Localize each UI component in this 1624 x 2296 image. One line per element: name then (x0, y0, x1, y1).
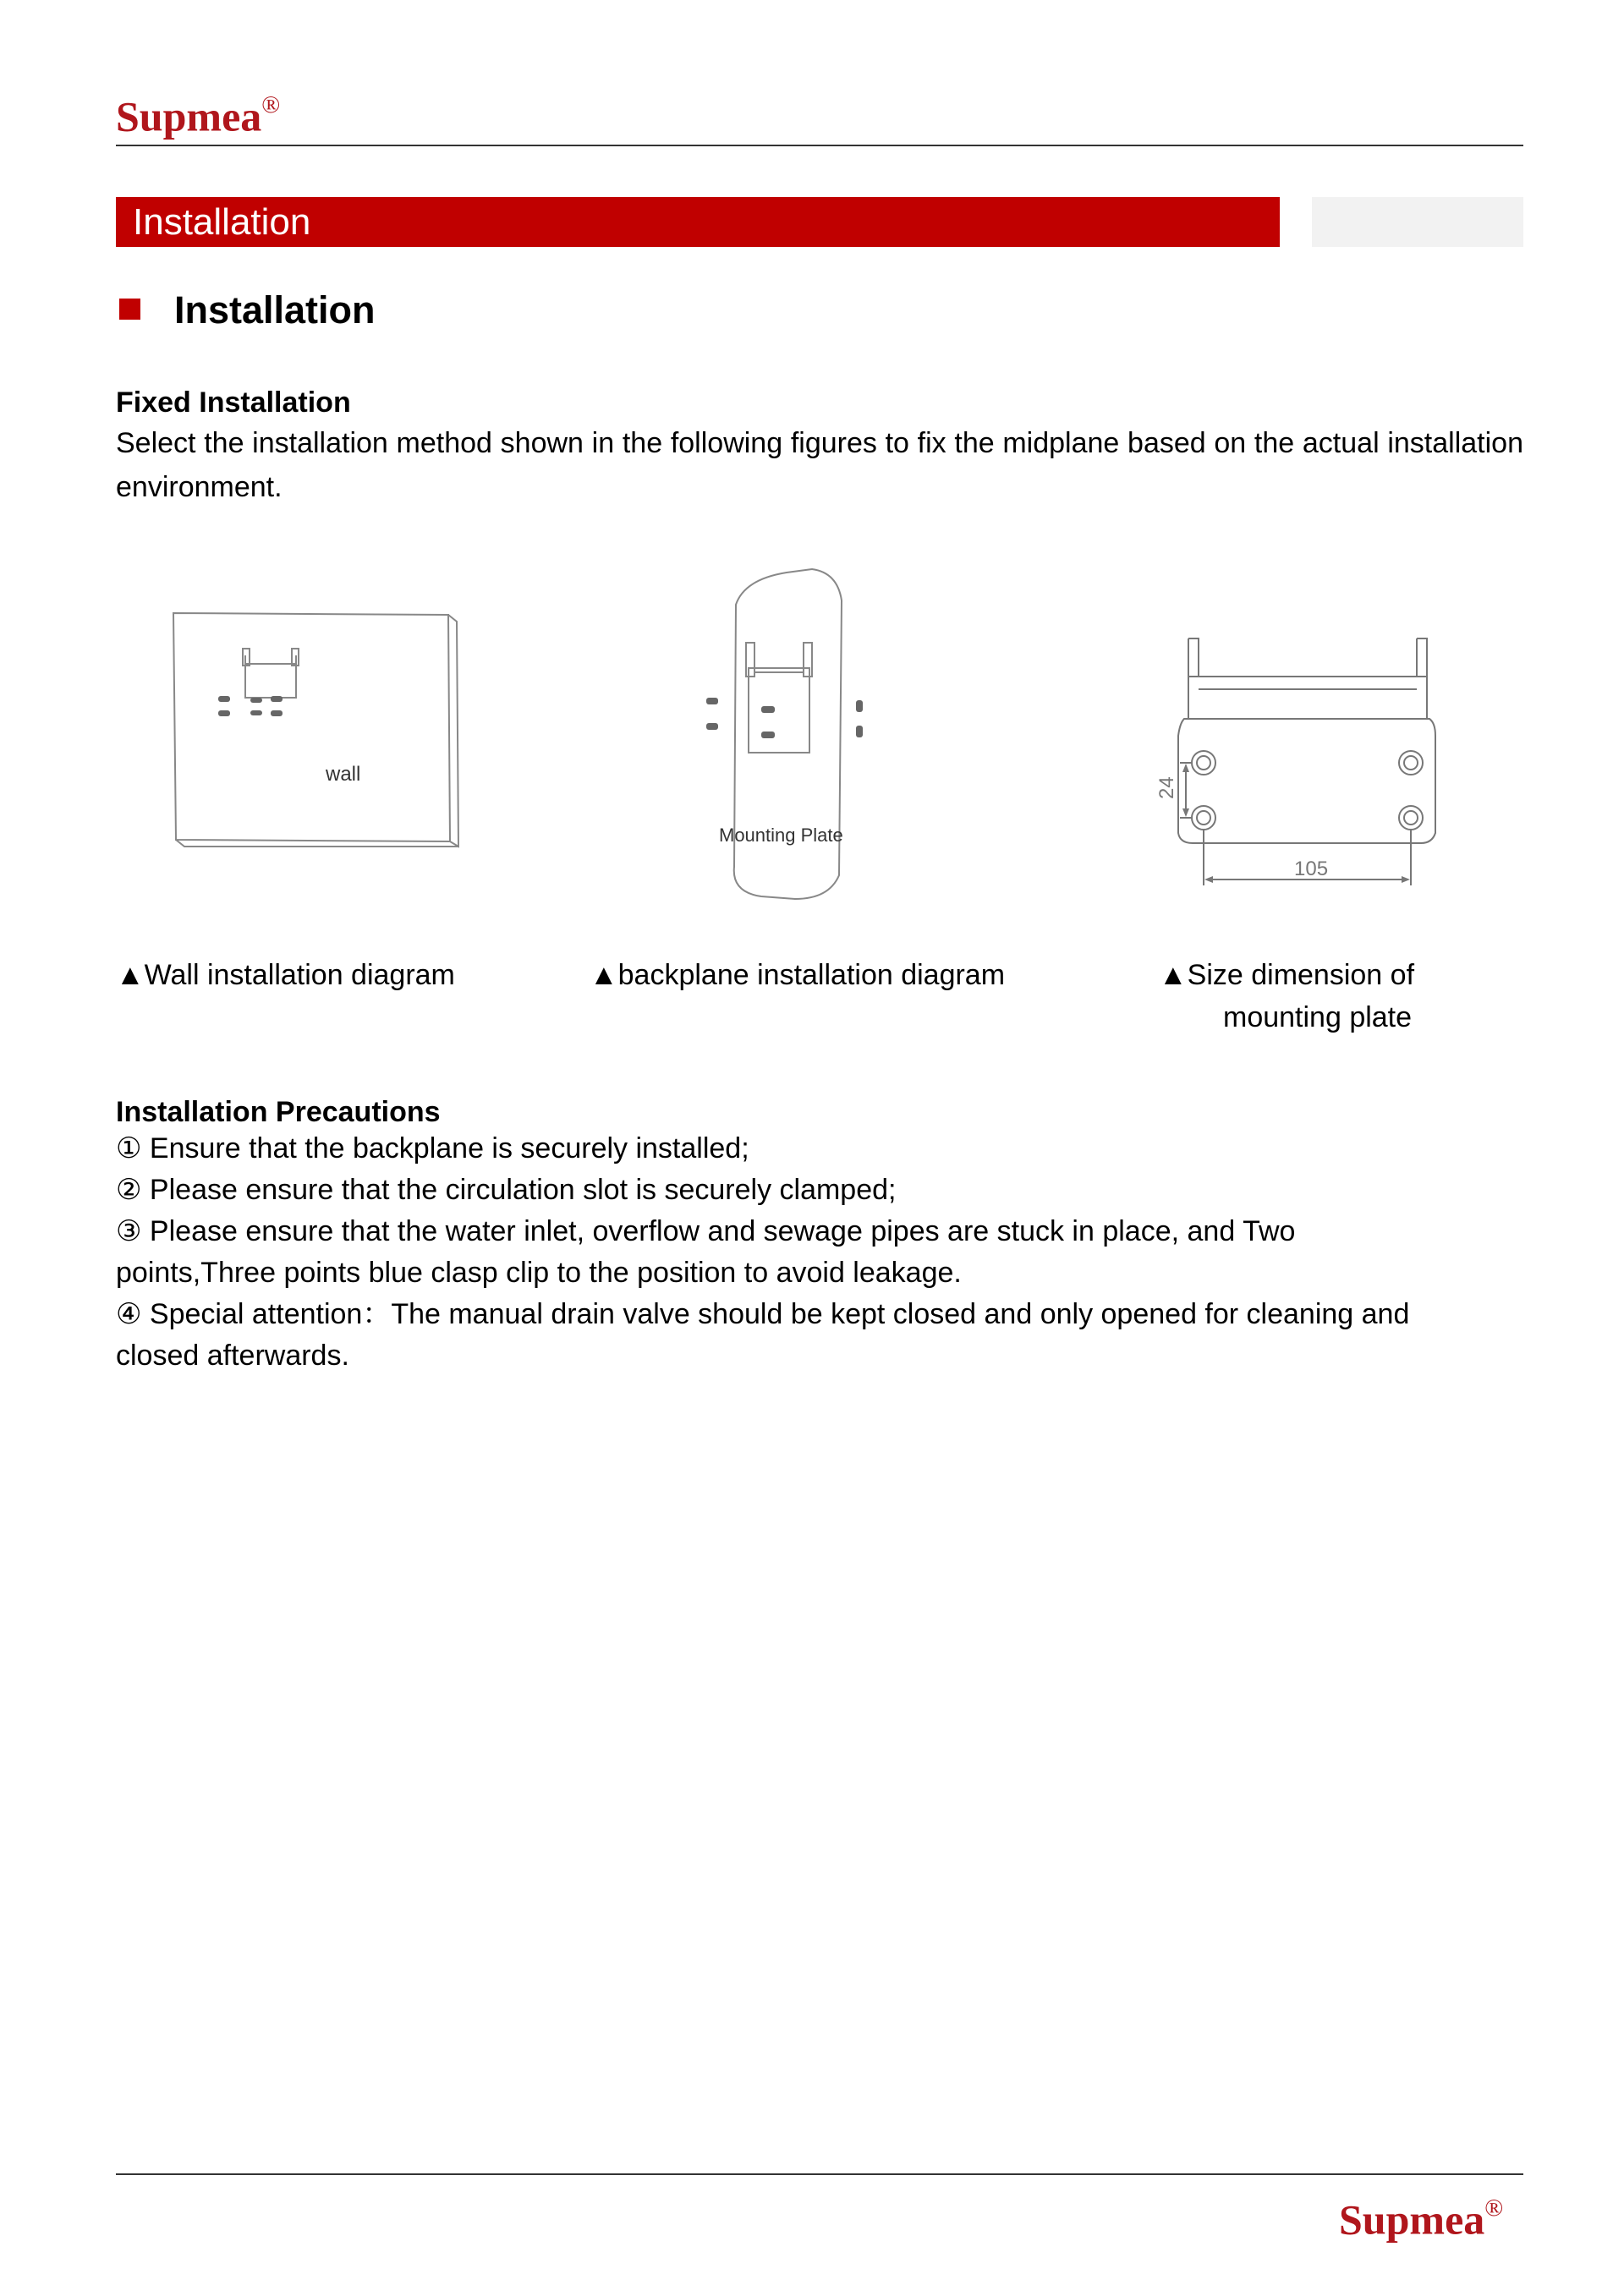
footer-divider (116, 2173, 1523, 2175)
registered-mark: ® (261, 90, 281, 118)
header-divider (116, 145, 1523, 146)
backplane-installation-figure (668, 562, 922, 901)
precaution-line: ③ Please ensure that the water inlet, overflow and sewage pipes are stuck in place, and Two (116, 1215, 1296, 1247)
wall-label: wall (326, 763, 361, 786)
section-banner (116, 197, 1280, 247)
mounting-plate-label: Mounting Plate (719, 825, 843, 846)
registered-mark: ® (1484, 2194, 1504, 2222)
dimension-horizontal-label: 105 (1294, 858, 1329, 880)
dimension-vertical-label: 24 (1155, 776, 1178, 799)
dimension-caption-line1: ▲Size dimension of (1159, 959, 1415, 991)
section-banner-title: Installation (133, 201, 311, 243)
footer-brand-logo (1339, 2186, 1503, 2245)
wall-installation-figure (161, 596, 465, 858)
section-banner-tab (1312, 197, 1523, 247)
fixed-installation-description: Select the installation method shown in the following figures to fix the midplane based on the actual installation environment. (116, 427, 1523, 503)
wall-installation-caption: ▲Wall installation diagram (116, 959, 455, 991)
subheading: Installation (174, 288, 376, 332)
mounting-plate-dimension-figure (1138, 630, 1459, 901)
fixed-installation-title: Fixed Installation (116, 386, 351, 419)
precaution-line: ② Please ensure that the circulation slot is securely clamped; (116, 1174, 897, 1206)
backplane-installation-caption: ▲backplane installation diagram (590, 959, 1006, 991)
bullet-square-icon (119, 299, 140, 320)
precaution-line: closed afterwards. (116, 1340, 349, 1372)
dimension-caption-line2: mounting plate (1223, 1001, 1413, 1033)
header-brand-name: Supmea (116, 92, 262, 140)
precaution-line: ① Ensure that the backplane is securely installed; (116, 1132, 749, 1164)
precaution-line: points,Three points blue clasp clip to the position to avoid leakage. (116, 1257, 962, 1289)
header-brand-logo (116, 83, 280, 142)
precautions-title: Installation Precautions (116, 1096, 441, 1128)
precaution-line: ④ Special attention：The manual drain valve should be kept closed and only opened for cleaning and (116, 1298, 1410, 1330)
footer-brand-name: Supmea (1339, 2195, 1485, 2244)
